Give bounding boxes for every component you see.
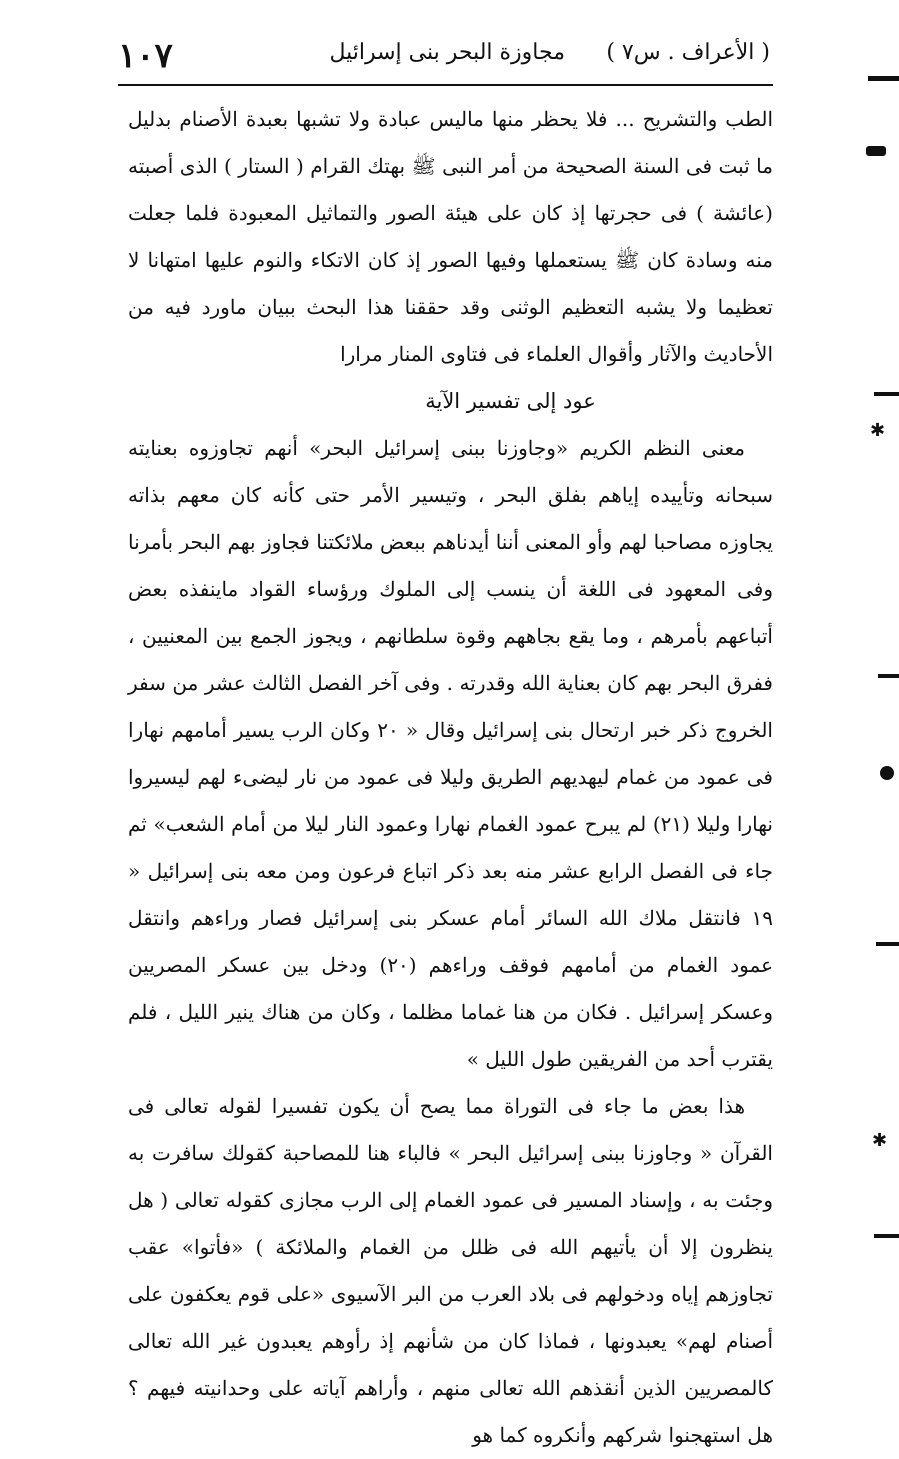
paragraph: معنى النظم الكريم «وجاوزنا ببنى إسرائيل البحر» أنهم تجاوزوه بعنايته سبحانه وتأييده إياهم بفلق البحر ، وتيسير الأمر حتى كأنه كان معهم بذاته يجاوزه مصاحبا لهم وأو المعنى أننا أيدناهم ببعض ملائكتنا فجاوز بهم البحر بأمرنا وفى المعهود فى اللغة أن ينسب إلى الملوك ورؤساء القواد ماينفذه بعض أتباعهم بأمرهم ، وما يقع بجاههم وقوة سلطانهم ، ويجوز الجمع بين المعنيين ، ففرق البحر بهم كان بعناية الله وقدرته . وفى آخر الفصل الثالث عشر من سفر الخروج ذكر خبر ارتحال بنى إسرائيل وقال « ٢٠ وكان الرب يسير أمامهم نهارا فى عمود من غمام ليهديهم الطريق وليلا فى عمود من نار ليضىء لهم ليسيروا نهارا وليلا (٢١) لم يبرح عمود الغمام نهارا وعمود النار ليلا من أمام الشعب» ثم جاء فى الفصل الرابع عشر منه بعد ذكر اتباع فرعون ومن معه بنى إسرائيل « ١٩ فانتقل ملاك الله السائر أمام عسكر بنى إسرائيل فصار وراءهم وانتقل عمود الغمام من أمامهم فوقف وراءهم (٢٠) ودخل بين عسكر المصريين وعسكر إسرائيل . فكان من هنا غماما مظلما ، وكان من هناك ينير الليل ، فلم يقترب أحد من الفريقين طول الليل » xyxy=(128,436,774,1071)
margin-mark xyxy=(876,942,899,946)
margin-mark xyxy=(868,76,899,81)
paragraph: الطب والتشريح ... فلا يحظر منها ماليس عبادة ولا تشبها بعبدة الأصنام بدليل ما ثبت فى السنة الصحيحة من أمر النبى ﷺ بهتك القرام ( الستار ) الذى أصبته (عائشة ) فى حجرتها إذ كان على هيئة الصور والتماثيل المعبودة فلما جعلت منه وسادة كان ﷺ يستعملها وفيها الصور إذ كان الاتكاء والنوم عليها امتهانا لا تعظيما ولا يشبه التعظيم الوثنى وقد حققنا هذا البحث ببيان ماورد فيه من الأحاديث والآثار وأقوال العلماء فى فتاوى المنار مرارا xyxy=(128,107,773,366)
margin-mark xyxy=(874,392,899,396)
main-text xyxy=(128,96,773,1459)
margin-mark xyxy=(866,146,886,156)
subheading: عود إلى تفسير الآية xyxy=(425,389,596,413)
margin-star-mark: ✱ xyxy=(872,1130,888,1151)
chapter-reference: ( الأعراف . س٧ ) xyxy=(606,40,770,65)
paragraph: هذا بعض ما جاء فى التوراة مما يصح أن يكون تفسيرا لقوله تعالى فى القرآن « وجاوزنا ببنى إسرائيل البحر » فالباء هنا للمصاحبة كقولك سافرت به وجئت به ، وإسناد المسير فى عمود الغمام إلى الرب مجازى كقوله تعالى ( هل ينظرون إلا أن يأتيهم الله فى ظلل من الغمام والملائكة ) «فأتوا» عقب تجاوزهم إياه ودخولهم فى بلاد العرب من البر الآسيوى «على قوم يعكفون على أصنام لهم» يعبدونها ، فماذا كان من شأنهم إذ رأوهم يعبدون غير الله تعالى كالمصريين الذين أنقذهم الله تعالى منهم ، وأراهم آياته على وحدانيته فيهم ؟ هل استهجنوا شركهم وأنكروه كما هو xyxy=(128,1094,773,1447)
section-title: مجاوزة البحر بنى إسرائيل xyxy=(329,40,565,65)
margin-mark xyxy=(874,1234,899,1238)
page-number: ١٠٧ xyxy=(118,36,173,76)
margin-mark xyxy=(880,766,894,780)
margin-mark xyxy=(878,674,899,678)
header-divider xyxy=(118,84,773,86)
running-header xyxy=(118,36,770,84)
margin-star-mark: ✱ xyxy=(870,420,886,441)
